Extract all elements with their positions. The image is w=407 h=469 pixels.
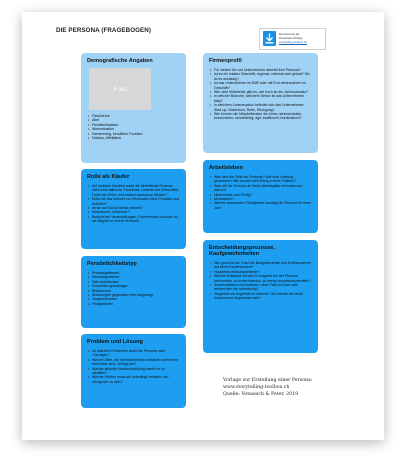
list-item: • Hobbys, Affinitäten xyxy=(87,136,180,140)
credit-link[interactable]: www.storytelling-toolbox.ch xyxy=(223,385,290,391)
list-item: • Welche besonderen Fähigkeiten benötigt die Persona für ihren Job? xyxy=(209,201,312,210)
card-list xyxy=(209,175,312,210)
list-item: • Ist es ein lokales Geschäft, regional, national oder global? Wo ist es ansässig? xyxy=(209,72,312,81)
photo-placeholder xyxy=(89,68,151,110)
download-caption: Die Persona als xyxy=(279,32,300,36)
list-item: • Ist das Unternehmen im B2B oder mit End-verbrauchern im Geschäft? xyxy=(209,81,312,90)
download-link[interactable]: storytelling-toolbox.ch xyxy=(279,40,307,44)
list-item: • Sehr ambitioniert xyxy=(87,280,180,284)
list-item: • Besucht sie Veranstaltungen, Fachmessen und/oder ist sie Mitglied in einem Verband? xyxy=(87,215,180,224)
card-persoenlichkeitstyp xyxy=(81,256,186,328)
card-title: Arbeitsleben xyxy=(209,165,243,171)
credit-line: Vorlage zur Erstellung einer Persona: xyxy=(223,378,313,383)
download-icon xyxy=(263,31,276,46)
list-item: • Motivatoren, Influencer? xyxy=(87,210,180,214)
list-item: • Resultatgesteuert xyxy=(87,275,180,279)
credit-source: Quelle: Vonaesch & Peter, 2019 xyxy=(223,392,299,398)
card-list xyxy=(87,271,180,306)
card-title: Demografische Angaben xyxy=(87,58,153,64)
list-item: • Festgefahren xyxy=(87,302,180,306)
list-item: • In welcher Branche, welchem Sektor ist das Unternehmen tätig? xyxy=(209,94,312,103)
source-credit xyxy=(223,377,312,399)
card-firmenprofil xyxy=(203,53,318,153)
card-rolle-als-kaeufer xyxy=(81,169,186,249)
list-item: • Ist sie auf Social Media präsent? xyxy=(87,206,180,210)
list-item: • Karriereweg, berufliche Funktion xyxy=(87,132,180,136)
list-item: • Was will die Persona an ihrem Arbeitsplatz erreichen und warum? xyxy=(209,184,312,193)
list-item: • Was sind die Ziele der Persona? Wie wird Leistung gemessen? Wie äussert sich Erfolg in ihrer Position? xyxy=(209,175,312,184)
card-title: Persönlichkeitstyp xyxy=(87,261,137,267)
download-badge[interactable] xyxy=(259,28,326,50)
list-item: • Hindernisse zum Erfolg? xyxy=(209,193,312,197)
list-item: • Wie gross ist der Grad der Budgetkontrolle und Einflussnahme auf einen Kaufentscheid? xyxy=(209,261,312,270)
card-list xyxy=(209,261,312,301)
list-item: • Für welche Art von Unternehmen arbeitet ihre Persona? xyxy=(209,68,312,72)
list-item: • Wie viele Mitarbeiter gibt es, wie hoch ist der Jahresumsatz? xyxy=(209,90,312,94)
list-item: • Hochleistungsmanager xyxy=(87,284,180,288)
download-caption-2: Download-Vorlage xyxy=(279,36,303,40)
document-title: DIE PERSONA (FRAGEBOGEN) xyxy=(56,27,151,34)
card-list xyxy=(87,114,180,140)
card-list xyxy=(87,184,180,224)
list-item: • In welchem Lebenszyklus befindet sich das Unternehmen: Start-up, Wachstum, Reife, Rückgang? xyxy=(209,103,312,112)
list-item: • Auf welchen Kanälen sucht die betreffende Persona nach Informationen: Facebook, LinkedIn etc./Newsletter, Foren etc./Print- und andere klassische Medien? xyxy=(87,184,180,197)
card-list xyxy=(209,68,312,121)
list-item: • Risikoscheu xyxy=(87,289,180,293)
list-item: • Nutzt sie das Internet zur Information über Produkte und Anbieter? xyxy=(87,197,180,206)
list-item: • Welche Ziele, die mit bestehenden Ansätzen nicht mehr erreichbar sind, verfolgt sie? xyxy=(87,358,180,367)
list-item: • Zu welchen Problemen sucht die Persona nach Lösungen? xyxy=(87,349,180,358)
card-problem-und-loesung xyxy=(81,334,186,408)
list-item: • Motivatoren? xyxy=(209,197,312,201)
list-item: • Kommunikation mit Anbietern, eher Face-to-Face oder recherchiert sie selbständig? xyxy=(209,283,312,292)
list-item: • Vergleicht sie Angebote im Internet? Wo könnte der letzte Kaufprozess abgelaufen sein? xyxy=(209,292,312,301)
card-title: Rolle als Käufer xyxy=(87,174,130,180)
card-list xyxy=(87,349,180,384)
list-item: • Familiensituation xyxy=(87,123,180,127)
list-item: • Welche Einwände könnte Ihr Angebot bei der Persona hervorrufen, zu kostenintensiv, zu wenig innovationsorientiert? xyxy=(209,274,312,283)
list-item: • Hauptentscheidungskriterien? xyxy=(209,270,312,274)
list-item: • Geschlecht xyxy=(87,114,180,118)
list-item: • Prozessgesteuert xyxy=(87,271,180,275)
card-title: Problem und Lösung xyxy=(87,339,143,345)
list-item: • Welche aktuelle Marktentwicklung macht ihr zu schaffen? xyxy=(87,367,180,376)
list-item: • Alter xyxy=(87,118,180,122)
card-title: Firmenprofil xyxy=(209,58,242,64)
list-item: • Welche Hürden muss sie unbedingt meistern, um erfolgreich zu sein? xyxy=(87,375,180,384)
photo-label: Foto xyxy=(113,85,127,93)
card-arbeitsleben xyxy=(203,160,318,233)
list-item: • Änderungen gegenüber eher abgeneigt xyxy=(87,293,180,297)
list-item: • Wohnsituation xyxy=(87,127,180,131)
card-title: Entscheidungsprozesse, Kaufgewohnheiten xyxy=(209,245,275,257)
list-item: • Jungeschlossen xyxy=(87,297,180,301)
card-entscheidungsprozesse xyxy=(203,240,318,353)
card-demografische-angaben xyxy=(81,53,186,163)
list-item: • Wie können die Mitarbeitenden die Unter-nehmenskultur beschreiben: schnelllebig, agil, traditionell, bürokratisch? xyxy=(209,112,312,121)
